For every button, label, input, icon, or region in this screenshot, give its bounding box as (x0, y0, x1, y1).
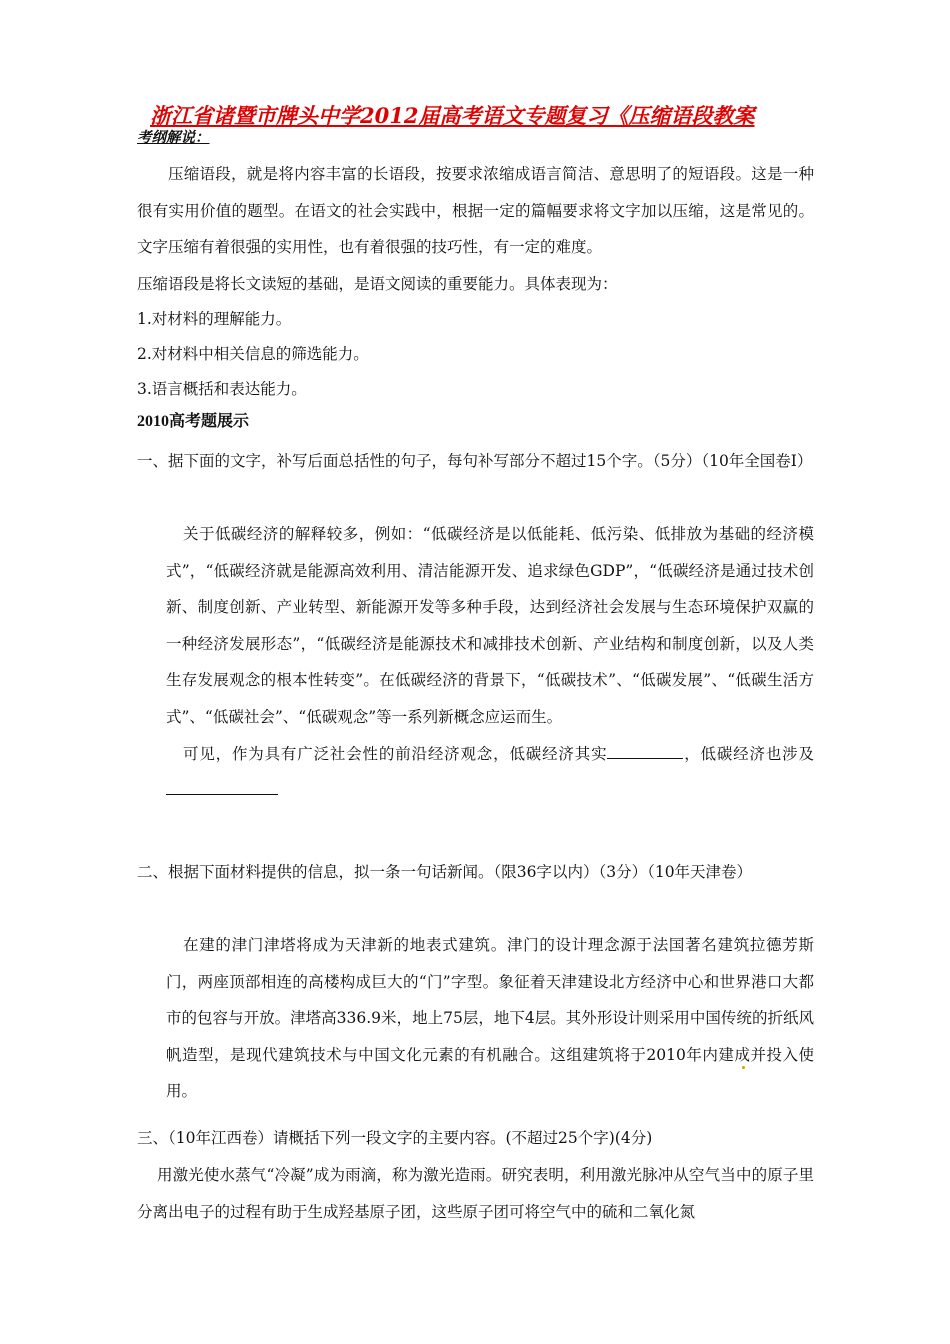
question-1-fill-sentence (166, 736, 814, 809)
answer-blank-2 (166, 772, 278, 795)
intro-section (137, 156, 814, 302)
question-1-prompt: 一、据下面的文字，补写后面总括性的句子，每句补写部分不超过15个字。（5分）（10年全国卷Ⅰ） (137, 452, 813, 470)
answer-blank-1 (607, 736, 683, 759)
fill-text-1: 可见，作为具有广泛社会性的前沿经济观念，低碳经济其实 (183, 744, 608, 763)
question-3-prompt: 三、（10年江西卷）请概括下列一段文字的主要内容。(不超过25个字)(4分) (137, 1129, 653, 1147)
intro-paragraph-1: 压缩语段，就是将内容丰富的长语段，按要求浓缩成语言简洁、意思明了的短语段。这是一种很有实用价值的题型。在语文的社会实践中，根据一定的篇幅要求将文字加以压缩，这是常见的。文字压缩有着很强的实用性，也有着很强的技巧性，有一定的难度。 (137, 165, 814, 257)
question-3-passage-block (137, 1157, 814, 1231)
ability-list (137, 302, 814, 407)
question-3-passage: 用激光使水蒸气“冷凝”成为雨滴，称为激光造雨。研究表明，利用激光脉冲从空气当中的原子里分离出电子的过程有助于生成羟基原子团，这些原子团可将空气中的硫和二氧化氮 (137, 1166, 814, 1221)
list-item: 2.对材料中相关信息的筛选能力。 (137, 345, 369, 363)
question-2-passage: 在建的津门津塔将成为天津新的地表式建筑。津门的设计理念源于法国著名建筑拉德芳斯门，两座顶部相连的高楼构成巨大的“门”字型。象征着天津建设北方经济中心和世界港口大都市的包容与开放。津塔高336.9米，地上75层，地下4层。其外形设计则采用中国传统的折纸风帆造型，是现代建筑技术与中国文化元素的有机融合。这组建筑将于2010年内建成并投入使用。 (166, 936, 814, 1101)
section-heading: 2010高考题展示 (137, 413, 250, 430)
question-2-passage-block (166, 927, 814, 1110)
syllabus-subtitle: 考纲解说： (137, 129, 210, 146)
list-item: 1.对材料的理解能力。 (137, 310, 292, 328)
stray-mark (742, 1066, 745, 1069)
question-1-passage: 关于低碳经济的解释较多，例如：“低碳经济是以低能耗、低污染、低排放为基础的经济模式”，“低碳经济就是能源高效利用、清洁能源开发、追求绿色GDP”，“低碳经济是通过技术创新、制度创新、产业转型、新能源开发等多种手段，达到经济社会发展与生态环境保护双赢的一种经济发展形态”，“低碳经济是能源技术和减排技术创新、产业结构和制度创新，以及人类生存发展观念的根本性转变”。在低碳经济的背景下，“低碳技术”、“低碳发展”、“低碳生活方式”、“低碳社会”、“低碳观念”等一系列新概念应运而生。 (166, 525, 814, 726)
intro-paragraph-2: 压缩语段是将长文读短的基础，是语文阅读的重要能力。具体表现为： (137, 274, 618, 293)
question-1-passage-block (166, 516, 814, 809)
question-2-prompt: 二、根据下面材料提供的信息，拟一条一句话新闻。（限36字以内）（3分）（10年天津卷） (137, 863, 753, 881)
list-item: 3.语言概括和表达能力。 (137, 380, 307, 398)
document-title: 浙江省诸暨市牌头中学2012届高考语文专题复习《压缩语段教案 (150, 103, 755, 128)
fill-text-2: ，低碳经济也涉及 (683, 744, 814, 763)
